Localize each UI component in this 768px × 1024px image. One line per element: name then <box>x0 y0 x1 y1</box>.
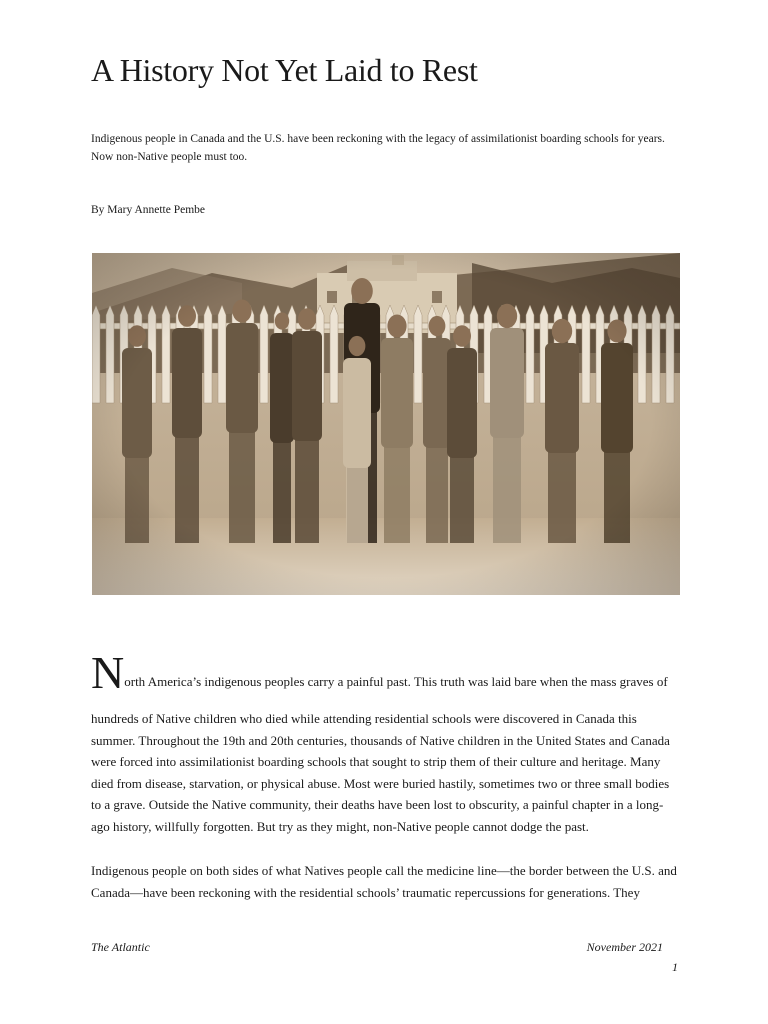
byline: By Mary Annette Pembe <box>91 204 206 216</box>
footer-publication: The Atlantic <box>91 940 150 954</box>
historical-group-photo <box>92 253 680 595</box>
paragraph-1-first-line <box>91 647 681 698</box>
paragraph-1-first-line-text: orth America’s indigenous peoples carry a painful past. This truth was laid bare when the mass graves of <box>124 674 668 689</box>
paragraph-2: Indigenous people on both sides of what Natives people call the medicine line—the border between the U.S. and Canada—have been reckoning with the residential schools’ traumatic repercussions for generations. They <box>91 863 677 900</box>
page-number: 1 <box>672 960 678 974</box>
photo-illustration <box>92 253 680 595</box>
drop-cap: N <box>91 647 125 698</box>
article-title: A History Not Yet Laid to Rest <box>91 52 478 88</box>
footer-date: November 2021 <box>586 940 663 954</box>
article-dek: Indigenous people in Canada and the U.S. have been reckoning with the legacy of assimilationist boarding schools for years. Now non-Native people must too. <box>91 133 665 163</box>
paragraph-1-body: hundreds of Native children who died while attending residential schools were discovered in Canada this summer. Throughout the 19th and 20th centuries, thousands of Native children in the United States and Canada were forced into assimilationist boarding schools that sought to strip them of their culture and heritage. Many died from disease, starvation, or physical abuse. Most were buried hastily, sometimes two or three small bodies to a grave. Outside the Native community, their deaths have been lost to obscurity, a painful chapter in a long-ago history, willfully forgotten. But try as they might, non-Native people cannot dodge the past. <box>91 711 670 834</box>
